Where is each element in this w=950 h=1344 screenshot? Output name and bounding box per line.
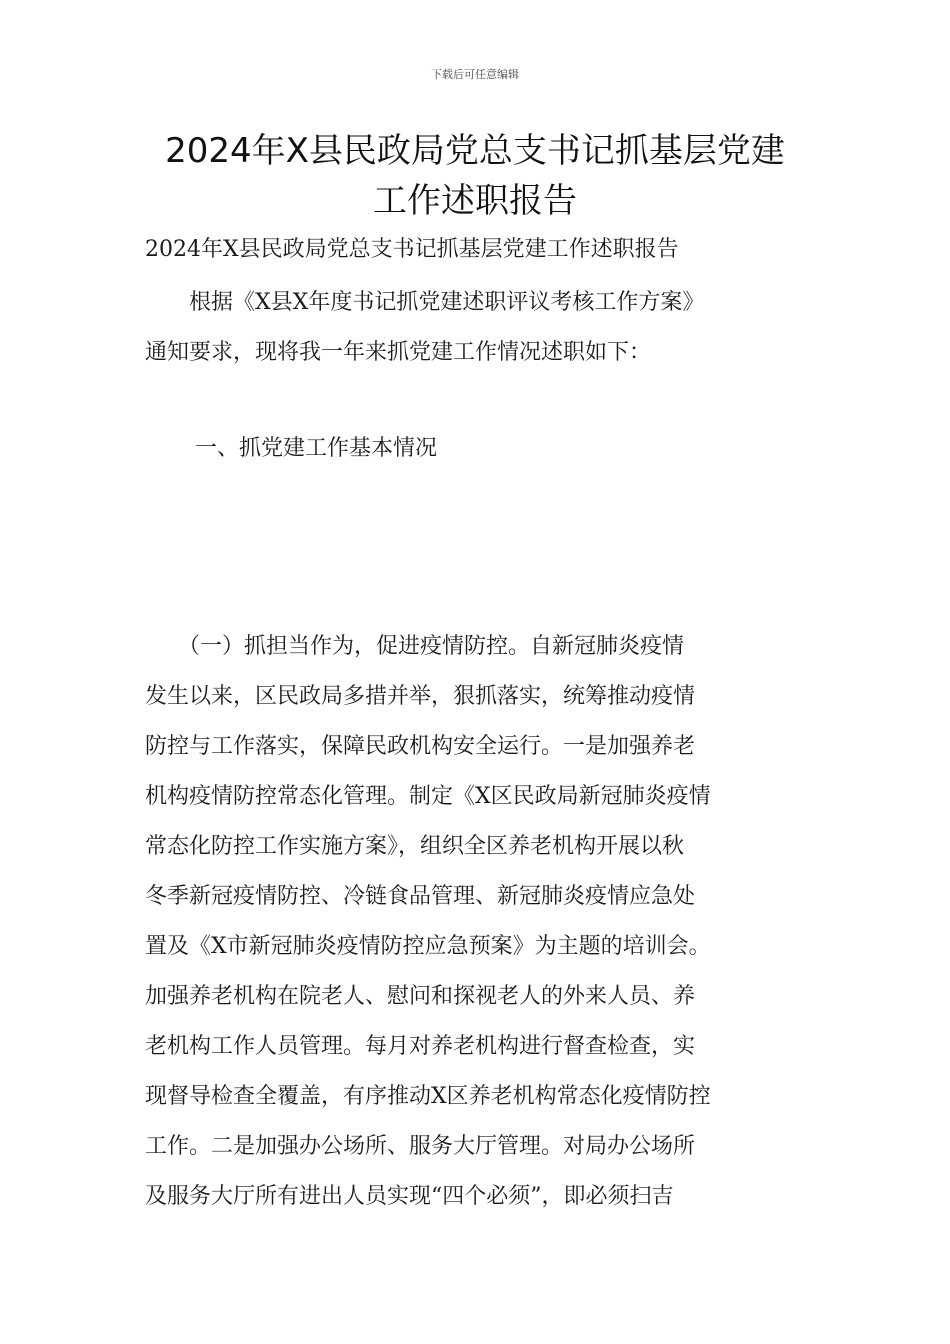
paragraph-line: 老机构工作人员管理。每月对养老机构进行督查检查，实	[145, 1034, 696, 1059]
intro-paragraph	[145, 278, 704, 378]
title-line: 工作述职报告	[373, 181, 577, 221]
paragraph-line: 冬季新冠疫情防控、冷链食品管理、新冠肺炎疫情应急处	[145, 884, 696, 909]
title-line: 2024年X县民政局党总支书记抓基层党建	[165, 131, 785, 171]
paragraph-line: 加强养老机构在院老人、慰问和探视老人的外来人员、养	[145, 984, 696, 1009]
document-title	[120, 126, 830, 226]
body-paragraph	[145, 622, 711, 1222]
paragraph-line: 防控与工作落实，保障民政机构安全运行。一是加强养老	[145, 734, 696, 759]
paragraph-line: 置及《X市新冠肺炎疫情防控应急预案》为主题的培训会。	[145, 934, 711, 959]
paragraph-line: 工作。二是加强办公场所、服务大厅管理。对局办公场所	[145, 1134, 696, 1159]
section-heading: 一、抓党建工作基本情况	[195, 436, 438, 461]
paragraph-line: 及服务大厅所有进出人员实现“四个必须”，即必须扫吉	[145, 1184, 674, 1209]
paragraph-line: （一）抓担当作为，促进疫情防控。自新冠肺炎疫情	[145, 634, 685, 659]
paragraph-line: 发生以来，区民政局多措并举，狠抓落实，统筹推动疫情	[145, 684, 696, 709]
paragraph-line: 机构疫情防控常态化管理。制定《X区民政局新冠肺炎疫情	[145, 784, 711, 809]
paragraph-line: 现督导检查全覆盖，有序推动X区养老机构常态化疫情防控	[145, 1084, 711, 1109]
paragraph-line: 常态化防控工作实施方案》，组织全区养老机构开展以秋	[145, 834, 685, 859]
paragraph-line: 根据《X县X年度书记抓党建述职评议考核工作方案》	[145, 290, 705, 315]
paragraph-line: 通知要求，现将我一年来抓党建工作情况述职如下：	[145, 340, 652, 365]
header-note: 下载后可任意编辑	[431, 68, 519, 81]
document-subtitle: 2024年X县民政局党总支书记抓基层党建工作述职报告	[145, 237, 679, 262]
